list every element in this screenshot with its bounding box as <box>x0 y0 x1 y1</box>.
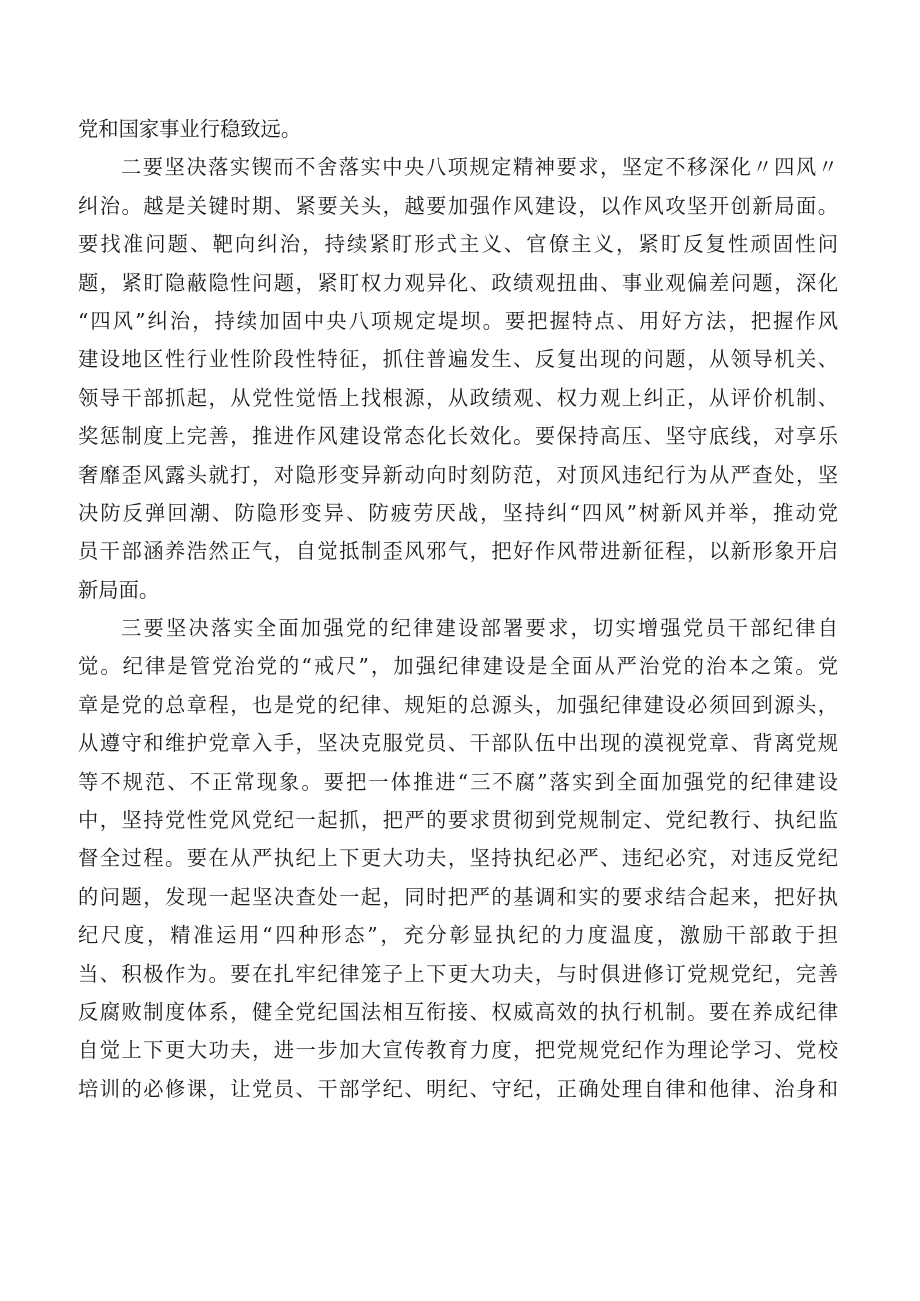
text-line: 觉。纪律是管党治党的“戒尺”，加强纪律建设是全面从严治党的治本之策。党 <box>78 654 838 679</box>
text-line: “四风”纠治，持续加固中央八项规定堤坝。要把握特点、用好方法，把握作风 <box>78 308 838 333</box>
text-line: 等不规范、不正常现象。要把一体推进“三不腐”落实到全面加强党的纪律建设 <box>78 769 838 794</box>
text-line: 反腐败制度体系，健全党纪国法相互衔接、权威高效的执行机制。要在养成纪律 <box>78 999 838 1024</box>
text-line: 奢靡歪风露头就打，对隐形变异新动向时刻防范，对顶风违纪行为从严查处，坚 <box>78 462 838 487</box>
text-line: 从遵守和维护党章入手，坚决克服党员、干部队伍中出现的漠视党章、背离党规 <box>78 731 838 756</box>
text-line: 章是党的总章程，也是党的纪律、规矩的总源头，加强纪律建设必须回到源头， <box>78 692 838 717</box>
document-body <box>78 110 838 1108</box>
text-line: 自觉上下更大功夫，进一步加大宣传教育力度，把党规党纪作为理论学习、党校 <box>78 1038 838 1063</box>
text-line: 建设地区性行业性阶段性特征，抓住普遍发生、反复出现的问题，从领导机关、 <box>78 347 838 372</box>
text-line: 三要坚决落实全面加强党的纪律建设部署要求，切实增强党员干部纪律自 <box>121 616 838 641</box>
text-line: 要找准问题、靶向纠治，持续紧盯形式主义、官僚主义，紧盯反复性顽固性问 <box>78 232 838 257</box>
text-line: 领导干部抓起，从党性觉悟上找根源，从政绩观、权力观上纠正，从评价机制、 <box>78 385 838 410</box>
text-line: 的问题，发现一起坚决查处一起，同时把严的基调和实的要求结合起来，把好执 <box>78 884 838 909</box>
text-line: 决防反弹回潮、防隐形变异、防疲劳厌战，坚持纠“四风”树新风并举，推动党 <box>78 500 838 525</box>
text-line: 二要坚决落实锲而不舍落实中央八项规定精神要求，坚定不移深化〃四风〃 <box>121 155 838 180</box>
text-line: 奖惩制度上完善，推进作风建设常态化长效化。要保持高压、坚守底线，对享乐 <box>78 424 838 449</box>
text-line: 党和国家事业行稳致远。 <box>78 117 302 141</box>
text-line: 员干部涵养浩然正气，自觉抵制歪风邪气，把好作风带进新征程，以新形象开启 <box>78 539 838 564</box>
text-line: 题，紧盯隐蔽隐性问题，紧盯权力观异化、政绩观扭曲、事业观偏差问题，深化 <box>78 270 838 295</box>
text-line: 督全过程。要在从严执纪上下更大功夫，坚持执纪必严、违纪必究，对违反党纪 <box>78 846 838 871</box>
text-line: 培训的必修课，让党员、干部学纪、明纪、守纪，正确处理自律和他律、治身和 <box>78 1076 838 1101</box>
text-line: 纠治。越是关键时期、紧要关头，越要加强作风建设，以作风攻坚开创新局面。 <box>78 193 838 218</box>
text-line: 纪尺度，精准运用“四种形态”，充分彰显执纪的力度温度，激励干部敢于担 <box>78 923 838 948</box>
text-line: 当、积极作为。要在扎牢纪律笼子上下更大功夫，与时俱进修订党规党纪，完善 <box>78 961 838 986</box>
text-line: 新局面。 <box>78 577 160 602</box>
text-line: 中，坚持党性党风党纪一起抓，把严的要求贯彻到党规制定、党纪教行、执纪监 <box>78 808 838 833</box>
